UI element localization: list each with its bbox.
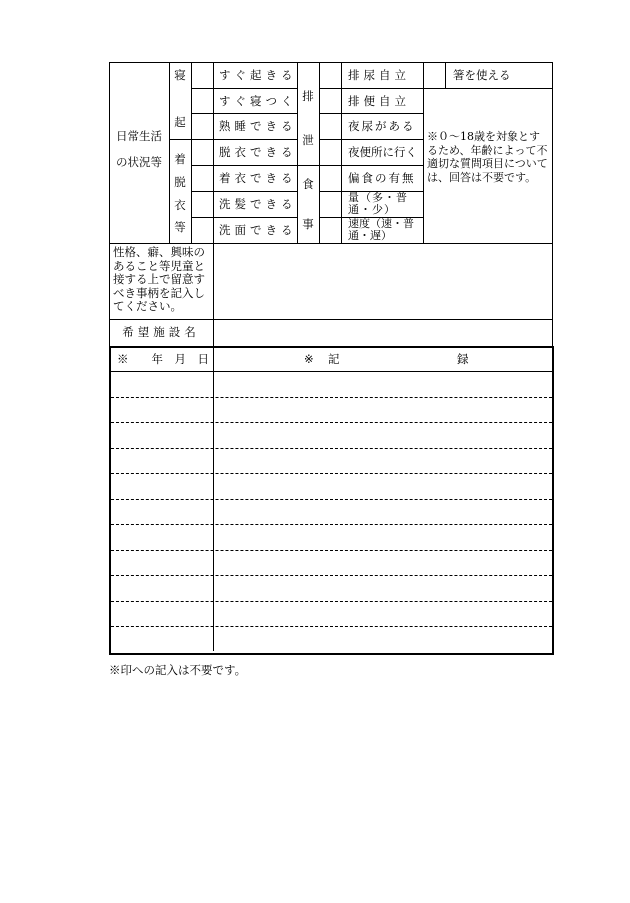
record-row-line [111, 499, 552, 500]
record-box [109, 346, 554, 655]
row-line [191, 165, 297, 166]
record-row-line [111, 550, 552, 551]
daily-life-label-1: 日常生活 [116, 128, 162, 143]
divider [341, 62, 342, 243]
personality-field[interactable] [215, 245, 551, 318]
dress-item: 洗髪できる [219, 196, 297, 211]
dress-char: 着 [174, 151, 186, 166]
row-line [191, 217, 297, 218]
divider [423, 62, 424, 243]
row-line [319, 88, 553, 89]
record-header-line [111, 371, 552, 372]
meal-item: 量（多・普通・少） [348, 191, 408, 216]
divider [191, 62, 192, 243]
sleep-char: 寝 [174, 67, 186, 82]
dress-char: 衣 [174, 197, 186, 212]
row-line [191, 113, 297, 114]
row-line [297, 165, 423, 166]
record-row-line [111, 575, 552, 576]
excretion-char: 泄 [302, 132, 314, 147]
left-border [109, 62, 110, 346]
record-row-line [111, 524, 552, 525]
dress-item: 脱衣できる [219, 144, 297, 159]
meal-item: 偏食の有無 [348, 170, 416, 185]
excretion-item: 夜尿がある [348, 118, 416, 133]
sleep-item: すぐ寝つく [219, 93, 297, 108]
record-row-line [111, 397, 552, 398]
dress-item: 洗面できる [219, 222, 297, 237]
record-row-line [111, 422, 552, 423]
sleep-char: 起 [174, 114, 186, 129]
record-row-line [111, 601, 552, 602]
right-border [552, 62, 553, 346]
record-header-roku: 録 [457, 351, 469, 366]
record-row-line [111, 626, 552, 627]
record-row-line [111, 473, 552, 474]
row-line [319, 113, 423, 114]
age-note: ※０～18歳を対象とするため、年齢によって不適切な質問項目については、回答は不要です。 [427, 130, 548, 184]
dress-item: 着衣できる [219, 170, 297, 185]
sleep-item: 熟睡できる [219, 118, 297, 133]
personality-label: 性格、癖、興味のあること等児童と接する上で留意すべき事柄を記入してください。 [113, 245, 205, 313]
top-border [109, 62, 553, 63]
record-header-ki: 記 [328, 351, 340, 366]
excretion-item: 夜便所に行く [348, 144, 417, 159]
row-line [109, 243, 553, 244]
row-line [191, 191, 297, 192]
divider [213, 62, 214, 243]
excretion-char: 排 [302, 88, 314, 103]
excretion-item: 排便自立 [348, 93, 410, 108]
footnote: ※印への記入は不要です。 [109, 663, 247, 677]
sleep-item: すぐ起きる [219, 67, 297, 82]
record-row-line [111, 448, 552, 449]
facility-field[interactable] [215, 321, 551, 344]
dress-char: 等 [174, 219, 186, 234]
divider [213, 243, 214, 346]
row-line [109, 319, 553, 320]
chopsticks-item: 箸を使える [453, 67, 511, 82]
meal-char: 食 [302, 176, 314, 191]
meal-char: 事 [302, 216, 314, 231]
record-header-mark: ※ [304, 351, 314, 366]
facility-label: 希望施設名 [122, 324, 200, 339]
divider [445, 62, 446, 88]
daily-life-label-2: の状況等 [116, 154, 162, 169]
record-date-header: ※ 年 月 日 [117, 351, 209, 366]
row-line [191, 88, 297, 89]
row-line [169, 139, 297, 140]
row-line [319, 139, 423, 140]
dress-char: 脱 [174, 174, 186, 189]
divider [319, 62, 320, 243]
excretion-item: 排尿自立 [348, 67, 410, 82]
meal-item: 速度（速・普通・遅） [348, 217, 414, 242]
